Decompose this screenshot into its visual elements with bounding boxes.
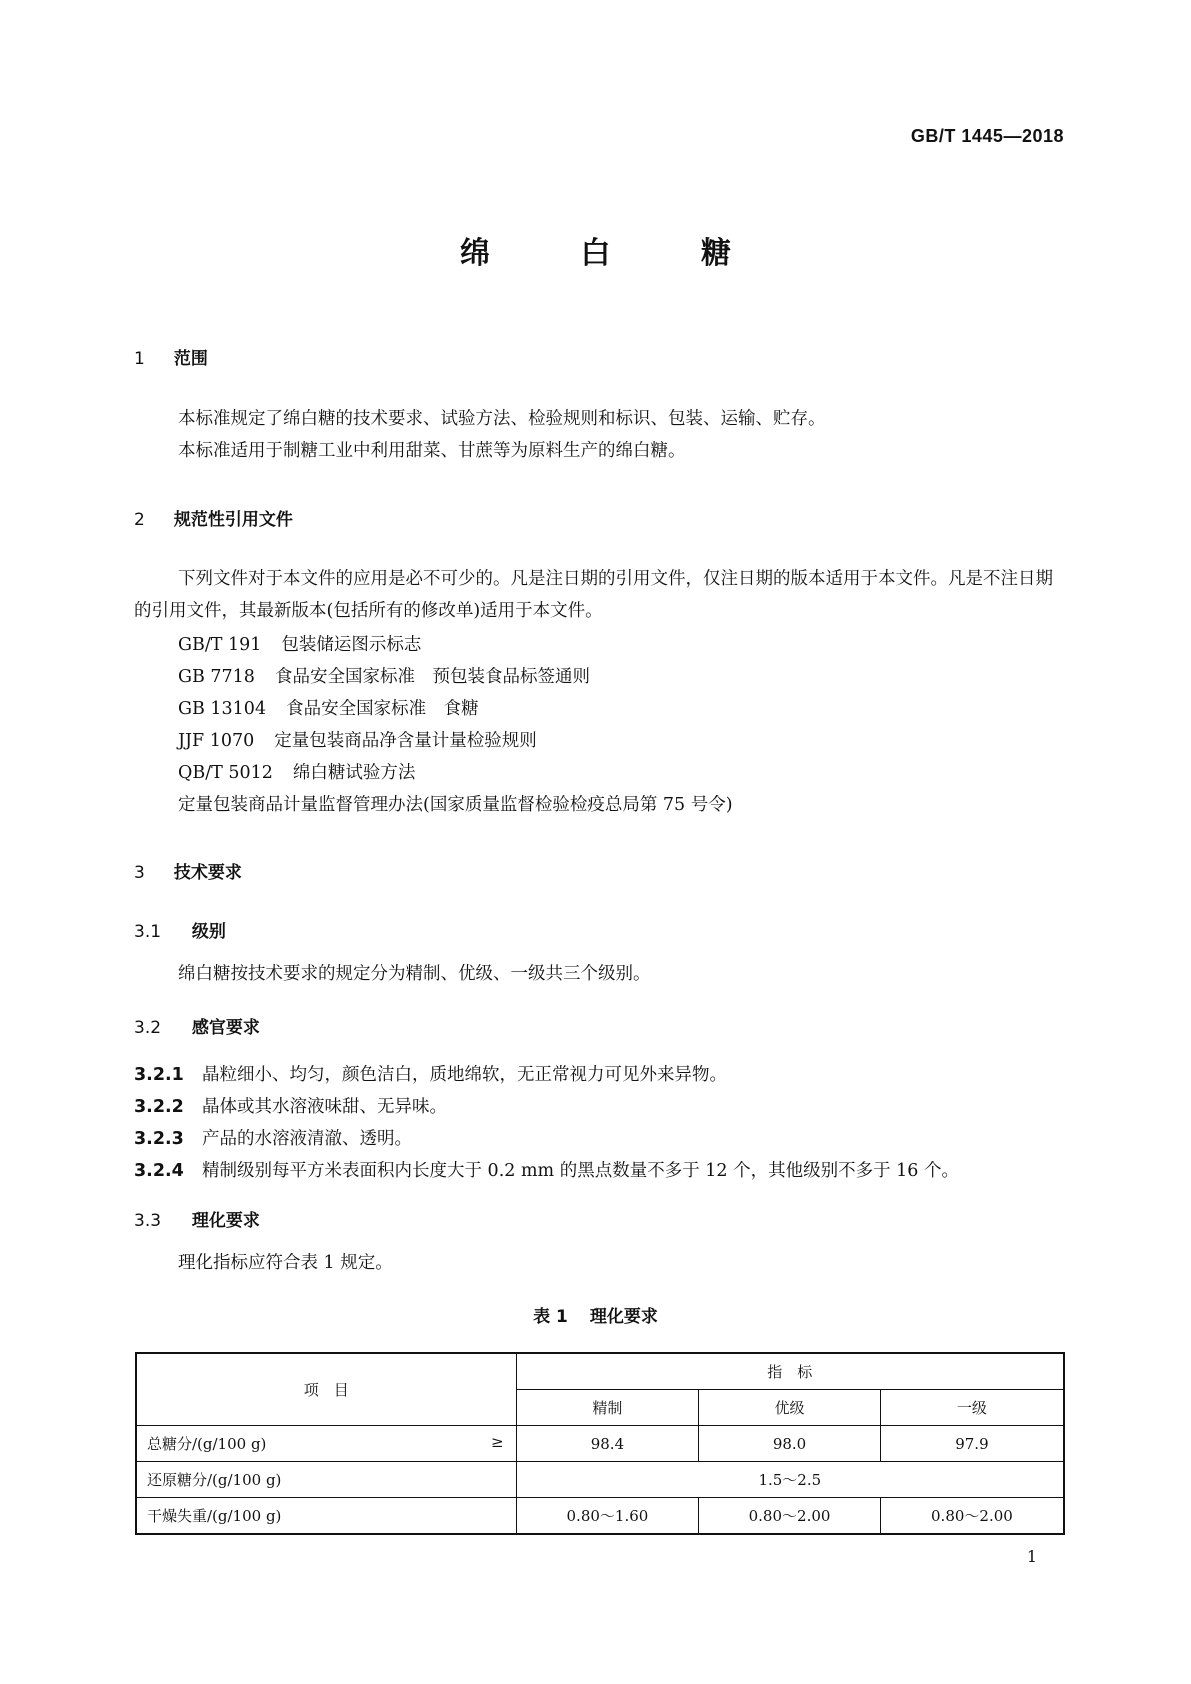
- section-title: 规范性引用文件: [173, 510, 293, 530]
- section-3-1-heading: [134, 917, 226, 942]
- reference-item: [178, 695, 479, 720]
- clause-number: 3.2.2: [134, 1097, 184, 1117]
- reference-code: GB/T 191: [178, 635, 262, 655]
- section-title: 级别: [191, 922, 226, 942]
- reference-code: GB 13104: [178, 699, 267, 719]
- clause-number: 3.2.1: [134, 1065, 184, 1085]
- table-header-row: [136, 1353, 1064, 1390]
- clause: [134, 1157, 959, 1182]
- section-number: 3.2: [134, 1018, 162, 1038]
- section-number: 3.1: [134, 922, 162, 942]
- paragraph: 下列文件对于本文件的应用是必不可少的。凡是注日期的引用文件，仅注日期的版本适用于本文件。凡是不注日期的引用文件，其最新版本(包括所有的修改单)适用于本文件。: [134, 569, 1053, 621]
- row-item: [136, 1498, 516, 1535]
- table-row: [136, 1462, 1064, 1498]
- header-grade: 精制: [516, 1390, 699, 1426]
- table-cell: 97.9: [880, 1426, 1064, 1462]
- row-item-label: 还原糖分/(g/100 g): [147, 1471, 282, 1489]
- table-row: [136, 1426, 1064, 1462]
- section-3-3-heading: [134, 1206, 260, 1231]
- reference-item: [178, 631, 421, 656]
- clause: [134, 1061, 727, 1086]
- row-item: [136, 1426, 516, 1462]
- physicochemical-table: [135, 1352, 1065, 1535]
- header-index: 指 标: [516, 1353, 1064, 1390]
- section-2-heading: [134, 505, 293, 530]
- reference-item: [178, 663, 590, 688]
- table-cell: 0.80～1.60: [516, 1498, 699, 1535]
- section-number: 2: [134, 510, 145, 530]
- clause-text: 产品的水溶液清澈、透明。: [202, 1129, 412, 1149]
- section-3-2-heading: [134, 1013, 260, 1038]
- reference-item: 定量包装商品计量监督管理办法(国家质量监督检验检疫总局第 75 号令): [178, 795, 733, 815]
- title-char-2: 白: [580, 236, 611, 271]
- clause-text: 晶粒细小、均匀，颜色洁白，质地绵软，无正常视力可见外来异物。: [202, 1065, 727, 1085]
- paragraph: 本标准适用于制糖工业中利用甜菜、甘蔗等为原料生产的绵白糖。: [178, 441, 686, 461]
- reference-item: [178, 727, 537, 752]
- reference-name: 包装储运图示标志: [281, 635, 422, 655]
- table-cell: 98.0: [699, 1426, 881, 1462]
- section-number: 3.3: [134, 1211, 162, 1231]
- reference-name: 定量包装商品净含量计量检验规则: [274, 731, 537, 751]
- clause-number: 3.2.3: [134, 1129, 184, 1149]
- reference-name: 食品安全国家标准 预包装食品标签通则: [274, 667, 590, 687]
- table-caption-text: 理化要求: [589, 1307, 658, 1327]
- reference-name: 食品安全国家标准 食糖: [286, 699, 479, 719]
- row-item: [136, 1462, 516, 1498]
- reference-name: 绵白糖试验方法: [292, 763, 416, 783]
- header-item: 项 目: [136, 1353, 516, 1426]
- table-cell: 98.4: [516, 1426, 699, 1462]
- table-cell: 1.5～2.5: [516, 1462, 1064, 1498]
- table-cell: 0.80～2.00: [880, 1498, 1064, 1535]
- reference-code: JJF 1070: [178, 731, 255, 751]
- clause: [134, 1093, 447, 1118]
- standard-code: GB/T 1445—2018: [910, 126, 1064, 146]
- section-3-heading: [134, 858, 242, 883]
- table-row: [136, 1498, 1064, 1535]
- paragraph: 理化指标应符合表 1 规定。: [178, 1253, 393, 1273]
- page-number: 1: [1026, 1547, 1037, 1566]
- reference-item: [178, 759, 415, 784]
- table-cell: 0.80～2.00: [699, 1498, 881, 1535]
- header-grade: 一级: [880, 1390, 1064, 1426]
- greater-equal-sign: ≥: [491, 1433, 504, 1451]
- section-number: 3: [134, 863, 145, 883]
- section-title: 技术要求: [173, 863, 242, 883]
- section-title: 感官要求: [191, 1018, 260, 1038]
- table-number: 表 1: [533, 1307, 568, 1327]
- clause: [134, 1125, 412, 1150]
- reference-code: QB/T 5012: [178, 763, 273, 783]
- section-title: 理化要求: [191, 1211, 260, 1231]
- section-title: 范围: [173, 349, 208, 369]
- section-1-heading: [134, 344, 208, 369]
- paragraph: 绵白糖按技术要求的规定分为精制、优级、一级共三个级别。: [178, 964, 651, 984]
- row-item-label: 干燥失重/(g/100 g): [147, 1507, 282, 1525]
- clause-text: 晶体或其水溶液味甜、无异味。: [202, 1097, 447, 1117]
- row-item-label: 总糖分/(g/100 g): [147, 1435, 267, 1453]
- header-grade: 优级: [699, 1390, 881, 1426]
- paragraph: 本标准规定了绵白糖的技术要求、试验方法、检验规则和标识、包装、运输、贮存。: [178, 409, 826, 429]
- clause-number: 3.2.4: [134, 1161, 184, 1181]
- title-char-1: 绵: [460, 236, 491, 271]
- clause-text: 精制级别每平方米表面积内长度大于 0.2 mm 的黑点数量不多于 12 个，其他级别不多于 16 个。: [202, 1161, 959, 1181]
- section-number: 1: [134, 349, 145, 369]
- document-title: [0, 228, 1191, 272]
- table-caption: [0, 1302, 1191, 1327]
- title-char-3: 糖: [700, 236, 731, 271]
- reference-code: GB 7718: [178, 667, 255, 687]
